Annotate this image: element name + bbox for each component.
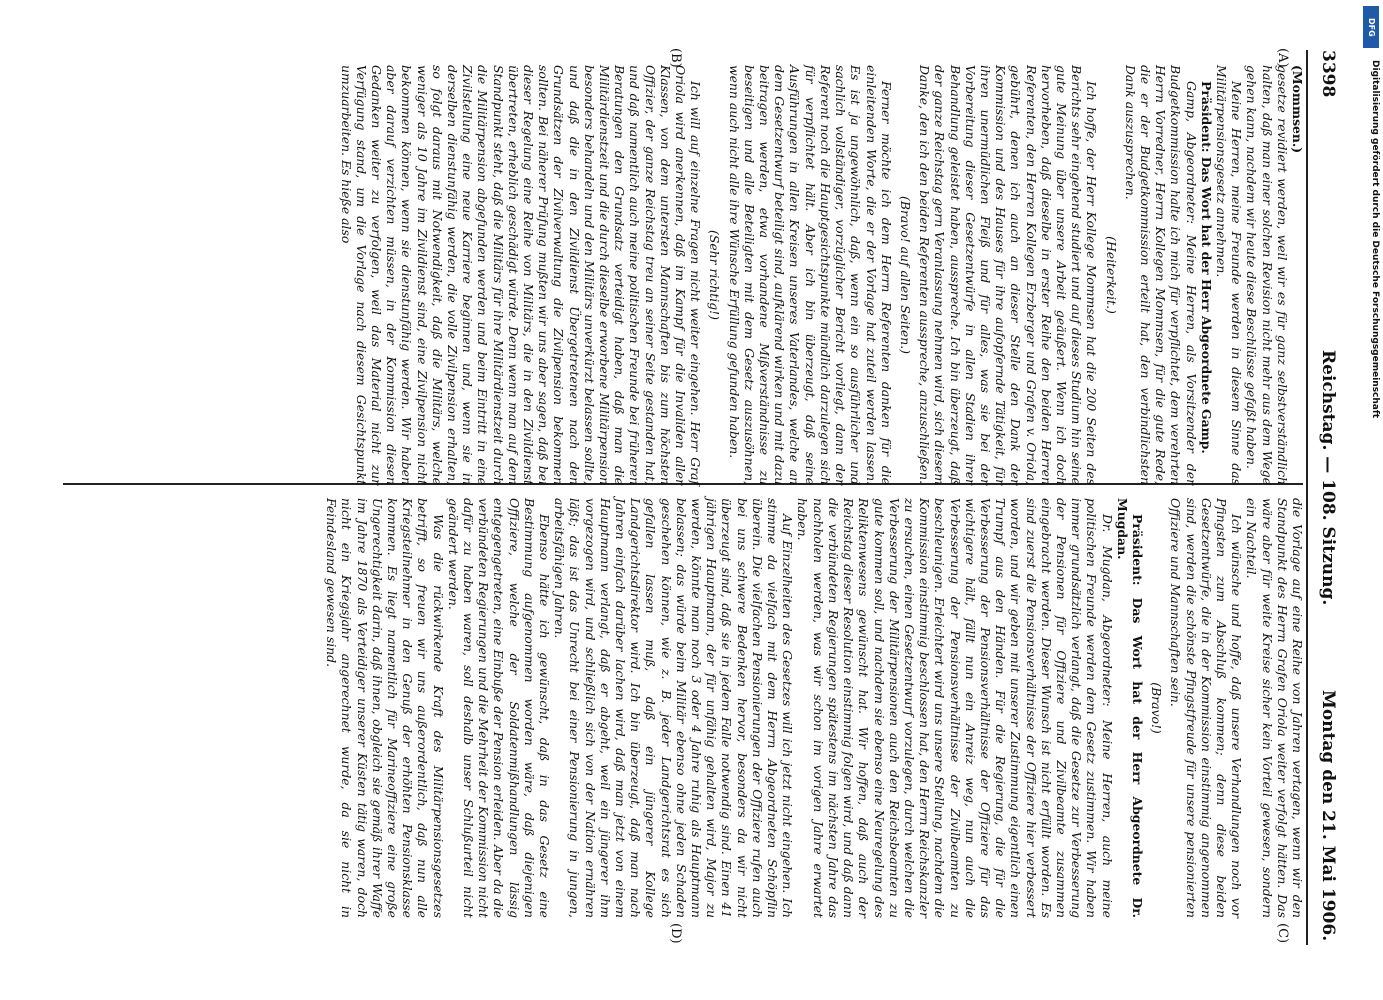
margin-marker-d: (D) [668,923,683,944]
margin-marker-a: (A) [1275,48,1290,68]
speaker-line: Präsident: Das Wort hat der Herr Abgeordnete Dr. Mugdan. [1114,498,1145,918]
header-rule [1306,50,1308,945]
interjection: (Bravo! auf allen Seiten.) [897,196,913,354]
paragraph: gesetze revidiert werden, weil wir es für ganz selbstverständlich halten, daß man einer solchen Revision nicht mehr aus dem Wege gehen kann, nachdem wir heute diese Beschlüsse gefaßt haben. [1244,65,1290,485]
dfg-logo: DFG [1363,6,1379,48]
right-running-title: Montag den 21. Mai 1906. [1318,690,1338,942]
left-running-title: Reichstag. — 108. Sitzung. [1318,350,1338,606]
interjection: (Bravo!) [1149,682,1165,734]
speaker-line: Präsident: Das Wort hat der Herr Abgeordnete Gamp. [1198,81,1214,454]
left-column [338,65,1305,485]
page-number: 3398 [1318,50,1338,98]
paragraph: Dr. Mugdan, Abgeordneter: Meine Herren, auch meine politischen Freunde werden dem Gesetz zustimmen. Wir haben immer grundsätzlich verlangt, daß die Gesetze zur Verbesserung der Pensionen für Offiziere und Zivilbeamte zusammen eingebracht werden. Dieser Wunsch ist nicht erfüllt worden. Es sind zuerst die Pensionsverhältnisse der Offiziere hier verbessert worden, und wir geben mit unserer Zustimmung eigentlich einen Trumpf aus den Händen. Für die Regierung, die für die Verbesserung der Pensionsverhältnisse der Offiziere für das wichtigere hält, fällt nun ein Anreiz weg, nun auch die Verbesserung der Pensionsverhältnisse der Zivilbeamten zu beschleunigen. Erleichtert wird uns unsere Stellung, nachdem die Kommission einstimmig beschlossen hat, den Herrn Reichskanzler zu ersuchen, einen Gesetzentwurf vorzulegen, durch welchen die Verbesserung der Militärpensionen auch den Reichsbeamten zu gute kommen soll, und nachdem sie ebenso eine Neuregelung des Reliktenwesens gewünscht hat. Wir hoffen, daß auch der Reichstag dieser Resolution einstimmig folgen wird, und daß dann die verbündeten Regierungen spätestens im nächsten Jahre das nachholen werden, was wir schon im vorigen Jahre erwartet haben. [795,498,1115,918]
paragraph: Was die rückwirkende Kraft des Militärpensionsgesetzes betrifft, so freuen wir uns außerordentlich, daß nun alle Kriegsteilnehmer in den Genuß der erhöhten Pensionsklasse kommen. Es liegt namentlich für Marineoffiziere eine große Ungerechtigkeit darin, daß ihnen, obgleich sie gemäß ihrer Waffe im Jahre 1870 als Verteidiger unserer Küsten tätig waren, doch nicht ein Kriegsjahr angerechnet wurde, da sie nicht in Feindesland gewesen sind. [324,498,446,918]
interjection: (Sehr richtig!) [707,230,723,320]
paragraph: Gamp, Abgeordneter: Meine Herren, als Vorsitzender der Budgetkommission halte ich mich für verpflichtet, dem verehrten Herrn Vorredner, Herrn Kollegen Mommsen, für die gute Rede, die er der Budgetkommission erteilt hat, den verbindlichsten Dank auszusprechen. [1122,65,1199,485]
right-column [324,498,1305,918]
run-head: (Mommsen.) [1290,65,1305,154]
paragraph: Ich will auf einzelne Fragen nicht weiter eingehen. Herr Graf Oriola wird anerkennen, daß im Kampf für die Invaliden aller Klassen, von dem untersten Mannschaften bis zum höchsten Offizier, der ganze Reichstag treu an seiner Seite gestanden hat, und daß namentlich auch meine politischen Freunde bei früheren Beratungen den Grundsatz verteidigt haben, daß man die Militärdienstzeit und die durch dieselbe erworbene Militärpension besonders behandeln und den Militärs unverkürzt belassen sollte, und daß die in den Zivildienst Übergetretenen nach den Grundsätzen der Zivilverwaltung die Zivilpension bekommen sollten. Bei näherer Prüfung mußten wir uns aber sagen, daß bei dieser Regelung eine Reihe von Militärs, die in den Zivildienst übertreten, erheblich geschädigt würde. Denn wenn man auf dem Standpunkt steht, daß die Militärs für ihre Militärdienstzeit durch die Militärpension abgefunden werden und beim Eintritt in eine Zivilstellung eine neue Karriere beginnen und, wenn sie in derselben dienstunfähig werden, die volle Zivilpension erhalten, so folgt daraus mit Notwendigkeit, daß die Militärs, welche weniger als 10 Jahre im Zivildienst sind, eine Zivilpension nicht bekommen können, wenn sie dienstunfähig werden. Wir haben aber darauf verzichten müssen, in der Kommission diesen Gedanken weiter zu verfolgen, weil das Material nicht zur Verfügung stand, um die Vorlage nach diesem Gesichtspunkt umzuarbeiten. Es hieße also [338,65,704,485]
interjection: (Heiterkeit.) [1103,236,1119,314]
paragraph: Auf Einzelheiten des Gesetzes will ich jetzt nicht eingehen. Ich stimme da vielfach mit dem Herrn Abgeordneten Schöpflin überein. Die vielfachen Pensionierungen der Offiziere rufen auch bei uns schwere Bedenken hervor, besonders da wir nicht überzeugt sind, daß sie in jedem Falle notwendig sind. Einen 41 jährigen Hauptmann, der für unfähig gehalten wird, Major zu werden, könnte man noch 3 oder 4 Jahre ruhig als Hauptmann belassen; das würde beim Militär ebenso ohne jeden Schaden geschehen können, wie z. B. jeder Landgerichtsrat es sich gefallen lassen muß, daß ein jüngerer Kollege Landgerichtsdirektor wird. Ich bin überzeugt, daß man nach Jahren einfach darüber lachen wird, daß man jetzt von einem Hauptmann verlangt, daß er abgeht, weil ein jüngerer ihm vorgezogen wird, und schließlich sich von der Nation ernähren läßt; das ist das Unrecht bei einer Pensionierung in jungen, arbeitsfähigen Jahren. [552,498,796,918]
digitization-credit: Digitalisierung gefördert durch die Deutsche Forschungsgemeinschaft [1370,60,1380,419]
margin-marker-b: (B) [668,48,683,68]
paragraph: die Vorlage auf eine Reihe von Jahren vertagen, wenn wir den Standpunkt des Herrn Grafen Oriola weiter verfolgt hätten. Das wäre aber für weite Kreise sicher kein Vorteil gewesen, sondern ein Nachteil. [1244,498,1305,918]
margin-marker-c: (C) [1275,923,1290,944]
paragraph: Ebenso hätte ich gewünscht, daß in das Gesetz eine Bestimmung aufgenommen worden wäre, daß diejenigen Offiziere, welche der Soldatenmißhandlungen lässig entgegengetreten, eine Einbuße der Pension erleiden. Aber da die verbündeten Regierungen und die Mehrheit der Kommission nicht dafür zu haben waren, soll deshalb unser Schlußurteil nicht geändert werden. [445,498,553,918]
paragraph: Ich hoffe, der Herr Kollege Mommsen hat die 200 Seiten des Berichts sehr eingehend studiert und auf dieses Studium hin seine gute Meinung über unsere Arbeit geäußert. Wenn ich doch hervorheben, daß dieselbe in erster Reihe den beiden Herren Referenten, den Herren Kollegen Erzberger und Grafen v. Oriola, gebührt, denen ich auch an dieser Stelle den Dank der Kommission und des Hauses für ihre aufopfernde Tätigkeit, für ihren unermüdlichen Fleiß und für alles, was sie bei der Vorbereitung dieser Gesetzentwürfe in allen Stadien ihrer Behandlung geleistet haben, ausspreche. Ich bin überzeugt, daß der ganze Reichstag gern Veranlassung nehmen wird, sich diesem Danke, den ich den beiden Referenten ausspreche, anzuschließen. [917,65,1100,485]
paragraph: Ich wünsche und hoffe, daß unsere Verhandlungen noch vor Pfingsten zum Abschluß kommen; denn diese beiden Gesetzentwürfe, die in der Kommission einstimmig angenommen sind, werden die schönste Pfingstfreude für unsere pensionierten Offiziere und Mannschaften sein. [1168,498,1245,918]
paragraph: Meine Herren, meine Freunde werden in diesem Sinne das Militärpensionsgesetz annehmen. [1213,65,1245,485]
paragraph: Ferner möchte ich dem Herrn Referenten danken für die einleitenden Worte, die er der Vorlage hat zuteil werden lassen. Es ist ja ungewöhnlich, daß, wenn ein so ausführlicher und sachlich vollständiger, vorzüglicher Bericht vorliegt, dann der Referent noch die Hauptgesichtspunkte mündlich darzulegen sich für verpflichtet hält. Aber ich bin überzeugt, daß seine Ausführungen in allen Kreisen unseres Vaterlandes, welche an dem Gesetzentwurf beteiligt sind, aufklärend wirken und mit dazu beitragen werden, etwa vorhandene Mißverständnisse zu beseitigen und alle Beteiligten mit dem Gesetz auszusöhnen, wenn auch nicht alle ihre Wünsche Erfüllung gefunden haben. [726,65,894,485]
